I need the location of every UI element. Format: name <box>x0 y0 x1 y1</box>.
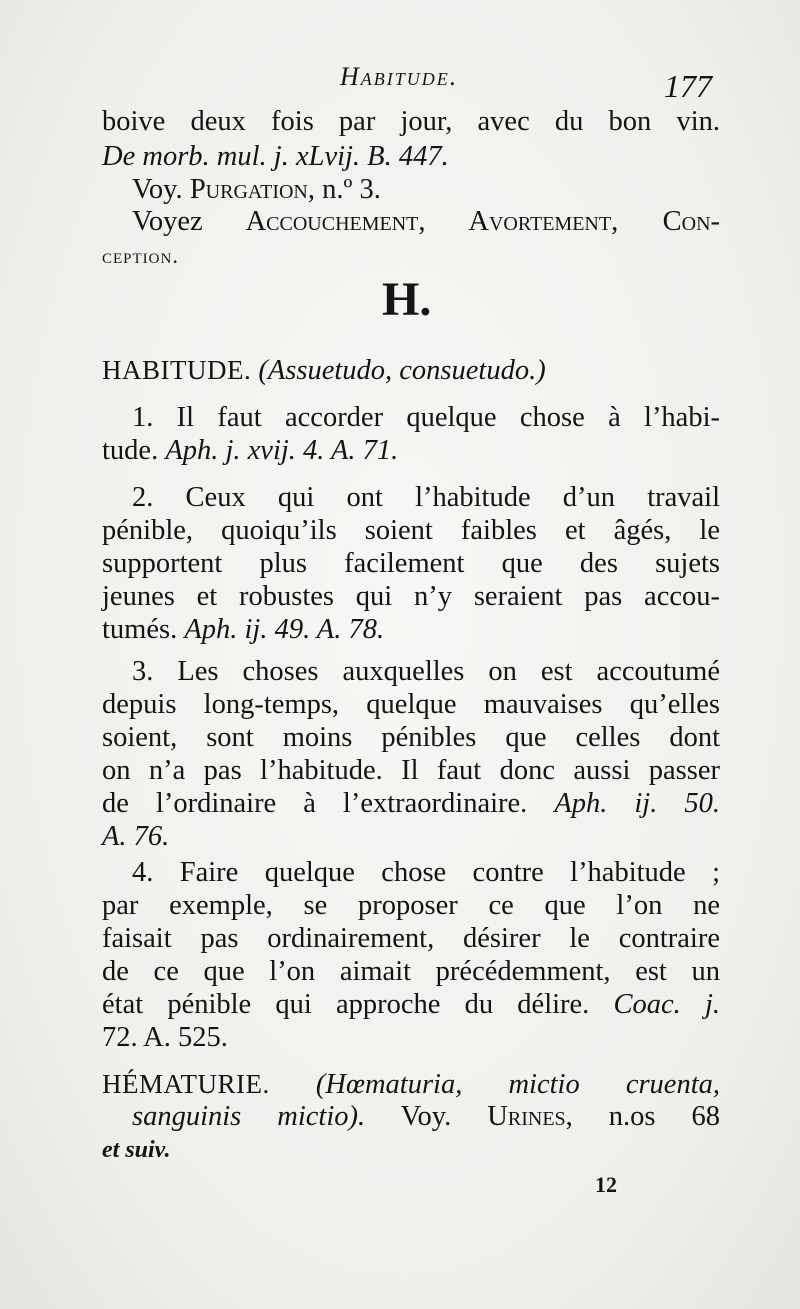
aphorism-reference: Aph. ij. 50. <box>554 788 720 819</box>
text-line: tude. Aph. j. xvij. 4. A. 71. <box>102 435 399 466</box>
signature-mark: 12 <box>595 1172 617 1197</box>
text-line: jeunes et robustes qui n’y seraient pas accou- <box>102 581 720 612</box>
aphorism-reference: Aph. ij. 49. A. 78. <box>184 614 385 645</box>
text-line: depuis long-temps, quelque mauvaises qu’elles <box>102 689 720 720</box>
cross-reference-end: et suiv. <box>102 1137 171 1163</box>
entry-heading <box>102 354 546 387</box>
text-line: boive deux fois par jour, avec du bon vin. <box>102 106 720 137</box>
aphorism-reference: 72. A. 525. <box>102 1022 228 1053</box>
coac-reference: Coac. j. <box>613 989 720 1020</box>
text-line: 1. Il faut accorder quelque chose à l’habi- <box>132 402 720 433</box>
page-number: 177 <box>664 68 712 104</box>
text-line: de l’ordinaire à l’extraordinaire. Aph. ij. 50. <box>102 788 720 819</box>
entry-latin: (Hœmaturia, mictio cruenta, <box>315 1069 721 1100</box>
text-line: 2. Ceux qui ont l’habitude d’un travail <box>132 482 720 513</box>
text-line: 3. Les choses auxquelles on est accoutumé <box>132 656 720 687</box>
running-head-title: Habitude. <box>340 62 459 91</box>
section-letter: H. <box>382 273 432 326</box>
text-line: 4. Faire quelque chose contre l’habitude ; <box>132 857 720 888</box>
entry-term: HÉMATURIE. <box>102 1069 270 1099</box>
text-line: supportent plus facilement que des sujets <box>102 548 720 579</box>
text-line: pénible, quoiqu’ils soient faibles et âgés, le <box>102 515 720 546</box>
text-line: tumés. Aph. ij. 49. A. 78. <box>102 614 385 645</box>
entry-term: HABITUDE. <box>102 355 252 385</box>
entry-latin: (Assuetudo, consuetudo.) <box>258 355 546 386</box>
text-line: de ce que l’on aimait précédemment, est un <box>102 956 720 987</box>
text-line: état pénible qui approche du délire. Coac. j. <box>102 989 720 1020</box>
aphorism-reference: Aph. j. xvij. 4. A. 71. <box>165 435 399 466</box>
text-line: soient, sont moins pénibles que celles dont <box>102 722 720 753</box>
entry-heading <box>102 1068 720 1101</box>
cross-reference: Voyez Accouchement, Avortement, Con- <box>132 206 720 237</box>
text-line: faisait pas ordinairement, désirer le contraire <box>102 923 720 954</box>
cross-reference: sanguinis mictio). Voy. Urines, n.os 68 <box>132 1101 721 1132</box>
cross-reference: Voy. Purgation, n.º 3. <box>132 174 381 205</box>
cross-reference-end: ception. <box>102 243 179 268</box>
reference-line: De morb. mul. j. xLvij. B. 447. <box>102 141 449 172</box>
text-line: par exemple, se proposer ce que l’on ne <box>102 890 720 921</box>
text-line: on n’a pas l’habitude. Il faut donc aussi passer <box>102 755 720 786</box>
aphorism-reference: A. 76. <box>102 821 170 852</box>
